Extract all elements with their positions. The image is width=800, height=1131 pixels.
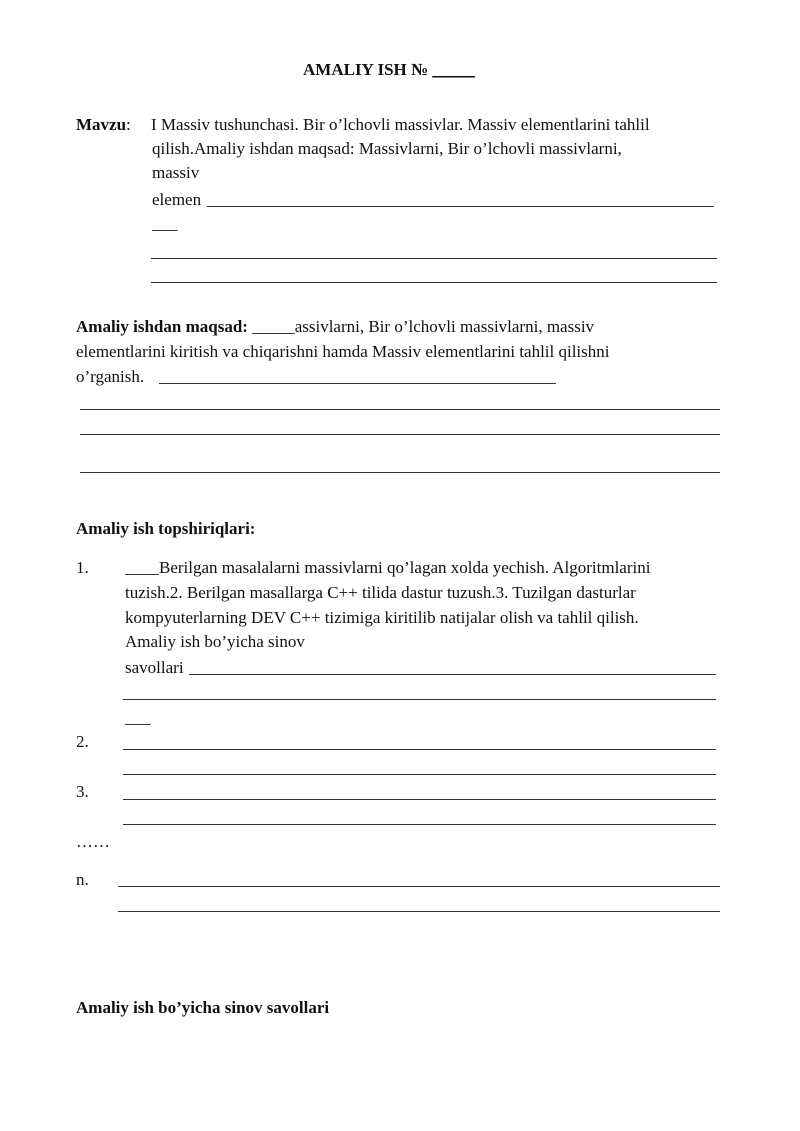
item-1-line-1: ____Berilgan masalalarni massivlarni qo’lagan xolda yechish. Algoritmlarini bbox=[125, 558, 651, 577]
sinov-heading: Amaliy ish bo’yicha sinov savollari bbox=[76, 998, 330, 1017]
item-2-number: 2. bbox=[76, 732, 89, 751]
mavzu-fill-line-2 bbox=[151, 258, 717, 259]
title-text: AMALIY ISH № bbox=[303, 60, 429, 79]
item-3-fill-line-1 bbox=[123, 799, 716, 800]
item-n-fill-line-2 bbox=[118, 911, 720, 912]
maqsad-line-2: elementlarini kiritish va chiqarishni hamda Massiv elementlarini tahlil qilishni bbox=[76, 342, 610, 361]
mavzu-line-4: elemen bbox=[152, 190, 202, 209]
ellipsis: …… bbox=[76, 832, 110, 851]
item-n-number: n. bbox=[76, 870, 89, 889]
item-1-number: 1. bbox=[76, 558, 89, 577]
maqsad-fill-line-4 bbox=[80, 472, 720, 473]
page-title bbox=[303, 60, 475, 80]
item-1-line-3: kompyuterlarning DEV C++ tizimiga kiritilib natijalar olish va tahlil qilish. bbox=[125, 608, 639, 627]
item-1-line-5: savollari bbox=[125, 658, 184, 677]
maqsad-line-1 bbox=[76, 317, 594, 337]
item-3-fill-line-2 bbox=[123, 824, 716, 825]
maqsad-label: Amaliy ishdan maqsad: bbox=[76, 317, 248, 336]
mavzu-line-5: ___ bbox=[152, 214, 178, 233]
item-1-fill-line-2 bbox=[123, 699, 716, 700]
mavzu-fill-line-1 bbox=[207, 206, 714, 207]
mavzu-label-line bbox=[76, 115, 131, 135]
mavzu-line-1: I Massiv tushunchasi. Bir o’lchovli massivlar. Massiv elementlarini tahlil bbox=[151, 115, 650, 134]
mavzu-line-3: massiv bbox=[152, 163, 200, 182]
mavzu-label: Mavzu bbox=[76, 115, 127, 134]
mavzu-colon: : bbox=[126, 115, 131, 134]
item-2-fill-line-1 bbox=[123, 749, 716, 750]
item-3-number: 3. bbox=[76, 782, 89, 801]
item-1-line-7: ___ bbox=[125, 708, 151, 727]
topshiriqlar-heading: Amaliy ish topshiriqlari: bbox=[76, 519, 256, 538]
item-2-fill-line-2 bbox=[123, 774, 716, 775]
maqsad-fill-line-3 bbox=[80, 434, 720, 435]
maqsad-fill-line-2 bbox=[80, 409, 720, 410]
item-n-fill-line-1 bbox=[118, 886, 720, 887]
maqsad-fill-line-1 bbox=[159, 383, 556, 384]
title-number-blank: _____ bbox=[432, 60, 475, 79]
mavzu-fill-line-3 bbox=[151, 282, 717, 283]
item-1-line-4: Amaliy ish bo’yicha sinov bbox=[125, 632, 305, 651]
item-1-fill-line-1 bbox=[189, 674, 716, 675]
maqsad-line-1-text: _____assivlarni, Bir o’lchovli massivlarni, massiv bbox=[252, 317, 595, 336]
maqsad-line-3: o’rganish. bbox=[76, 367, 145, 386]
mavzu-line-2: qilish.Amaliy ishdan maqsad: Massivlarni, Bir o’lchovli massivlarni, bbox=[152, 139, 622, 158]
item-1-line-2: tuzish.2. Berilgan masallarga C++ tilida dastur tuzush.3. Tuzilgan dasturlar bbox=[125, 583, 636, 602]
